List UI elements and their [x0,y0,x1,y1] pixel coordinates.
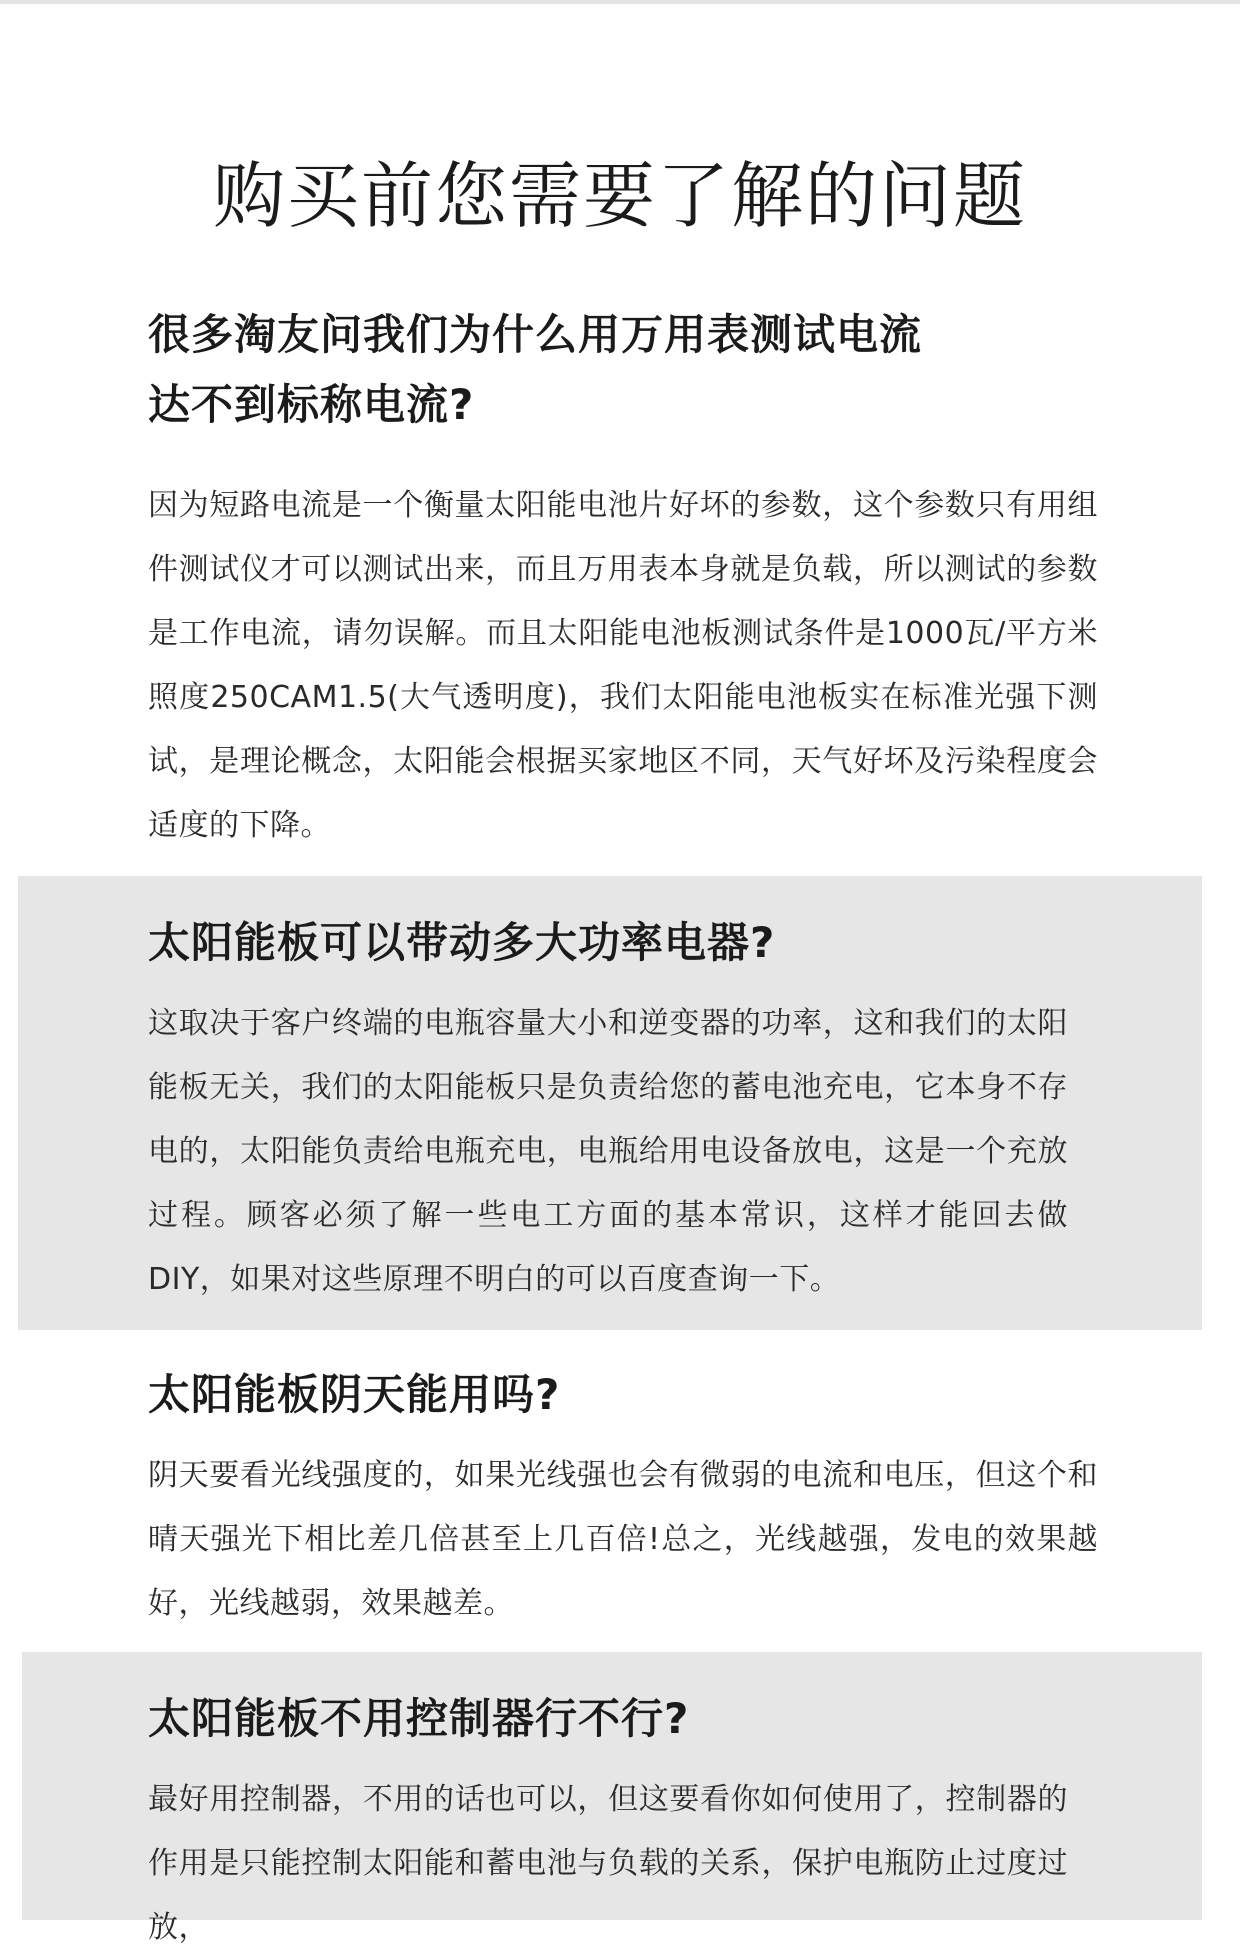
faq-question: 太阳能板阴天能用吗? [148,1370,561,1419]
faq-question: 太阳能板可以带动多大功率电器? [148,918,776,967]
faq-section-cloudy-day [0,1360,1240,1636]
faq-answer: 因为短路电流是一个衡量太阳能电池片好坏的参数，这个参数只有用组件测试仪才可以测试出来，而且万用表本身就是负载，所以测试的参数是工作电流，请勿误解。而且太阳能电池板测试条件是1000瓦/平方米照度250CAM1.5(大气透明度)，我们太阳能电池板实在标准光强下测试，是理论概念，太阳能会根据买家地区不同，天气好坏及污染程度会适度的下降。 [148,488,1098,843]
faq-question: 太阳能板不用控制器行不行? [148,1694,690,1743]
faq-answer: 最好用控制器，不用的话也可以，但这要看你如何使用了，控制器的作用是只能控制太阳能和蓄电池与负载的关系，保护电瓶防止过度过放， [148,1782,1068,1945]
top-divider [0,0,1240,4]
faq-answer: 这取决于客户终端的电瓶容量大小和逆变器的功率，这和我们的太阳能板无关，我们的太阳能板只是负责给您的蓄电池充电，它本身不存电的，太阳能负责给电瓶充电，电瓶给用电设备放电，这是一个充放过程。顾客必须了解一些电工方面的基本常识，这样才能回去做DIY，如果对这些原理不明白的可以百度查询一下。 [148,1006,1068,1297]
faq-answer: 阴天要看光线强度的，如果光线强也会有微弱的电流和电压，但这个和晴天强光下相比差几倍甚至上几百倍!总之，光线越强，发电的效果越好，光线越弱，效果越差。 [148,1458,1098,1621]
faq-section-power-capacity [18,876,1202,1330]
faq-section-current-test [0,300,1240,858]
faq-question: 很多淘友问我们为什么用万用表测试电流 达不到标称电流? [148,310,923,429]
faq-section-controller [22,1652,1202,1945]
page-title: 购买前您需要了解的问题 [212,154,1027,239]
